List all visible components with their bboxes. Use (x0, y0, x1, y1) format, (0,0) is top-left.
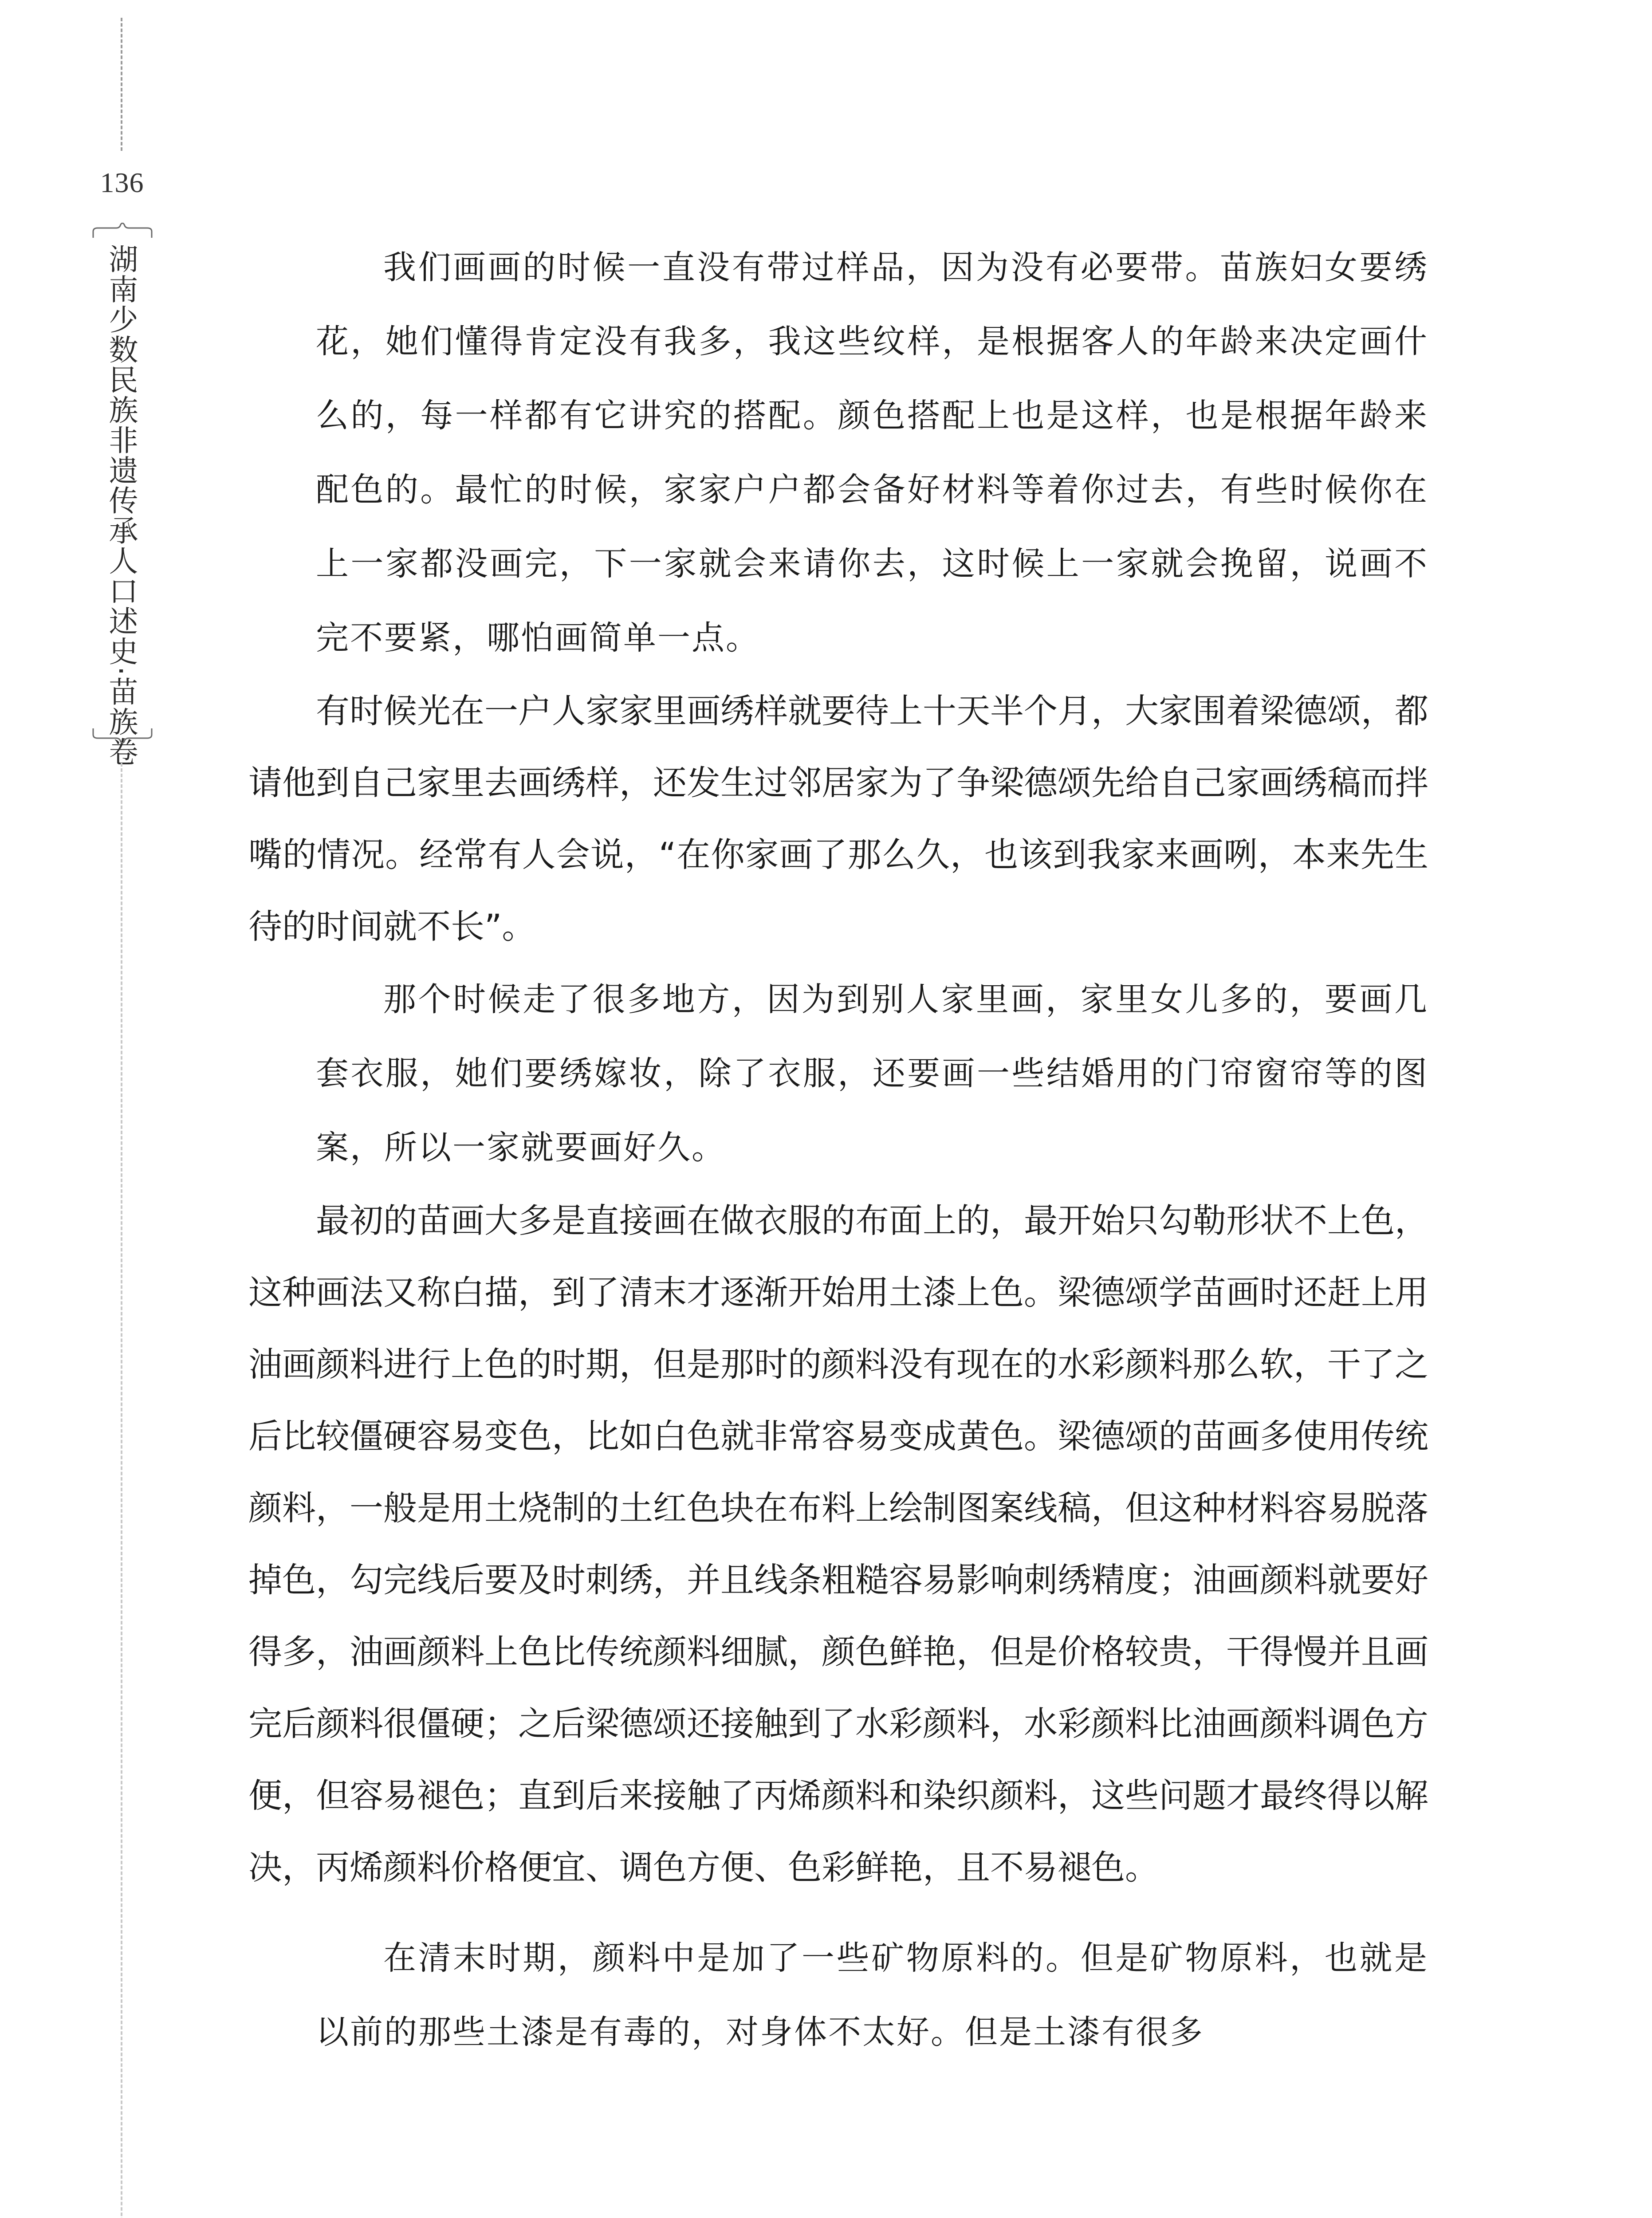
quote-paragraph-2: 那个时候走了很多地方，因为到别人家里画，家里女儿多的，要画几套衣服，她们要绣嫁妆，除了衣服，还要画一些结婚用的门帘窗帘等的图案，所以一家就要画好久。 (316, 980, 1428, 1167)
running-head-bracket-bottom (91, 728, 153, 743)
margin-dashed-line-top (121, 18, 122, 151)
body-paragraph-1: 有时候光在一户人家家里画绣样就要待上十天半个月，大家围着梁德颂，都请他到自己家里去画绣样，还发生过邻居家为了争梁德颂先给自己家画绣稿而拌嘴的情况。经常有人会说，“在你家画了那么久，也该到我家来画咧，本来先生待的时间就不长”。 (248, 691, 1428, 946)
body-text (248, 231, 1428, 2069)
margin-dashed-line-bottom (121, 763, 122, 2218)
running-head-bracket-top (91, 223, 153, 239)
quote-paragraph-1: 我们画画的时候一直没有带过样品，因为没有必要带。苗族妇女要绣花，她们懂得肯定没有我多，我这些纹样，是根据客人的年龄来决定画什么的，每一样都有它讲究的搭配。颜色搭配上也是这样，也是根据年龄来配色的。最忙的时候，家家户户都会备好材料等着你过去，有些时候你在上一家都没画完，下一家就会来请你去，这时候上一家就会挽留，说画不完不要紧，哪怕画简单一点。 (316, 248, 1428, 657)
page-number: 136 (100, 167, 144, 198)
quote-paragraph-3: 在清末时期，颜料中是加了一些矿物原料的。但是矿物原料，也就是以前的那些土漆是有毒的，对身体不太好。但是土漆有很多 (316, 1939, 1428, 2051)
running-head: 湖南少数民族非遗传承人口述史·苗族卷 (104, 244, 138, 767)
body-paragraph-2: 最初的苗画大多是直接画在做衣服的布面上的，最开始只勾勒形状不上色，这种画法又称白描，到了清末才逐渐开始用土漆上色。梁德颂学苗画时还赶上用油画颜料进行上色的时期，但是那时的颜料没有现在的水彩颜料那么软，干了之后比较僵硬容易变色，比如白色就非常容易变成黄色。梁德颂的苗画多使用传统颜料，一般是用土烧制的土红色块在布料上绘制图案线稿，但这种材料容易脱落掉色，勾完线后要及时刺绣，并且线条粗糙容易影响刺绣精度；油画颜料就要好得多，油画颜料上色比传统颜料细腻，颜色鲜艳，但是价格较贵，干得慢并且画完后颜料很僵硬；之后梁德颂还接触到了水彩颜料，水彩颜料比油画颜料调色方便，但容易褪色；直到后来接触了丙烯颜料和染织颜料，这些问题才最终得以解决，丙烯颜料价格便宜、调色方便、色彩鲜艳，且不易褪色。 (248, 1201, 1428, 1887)
